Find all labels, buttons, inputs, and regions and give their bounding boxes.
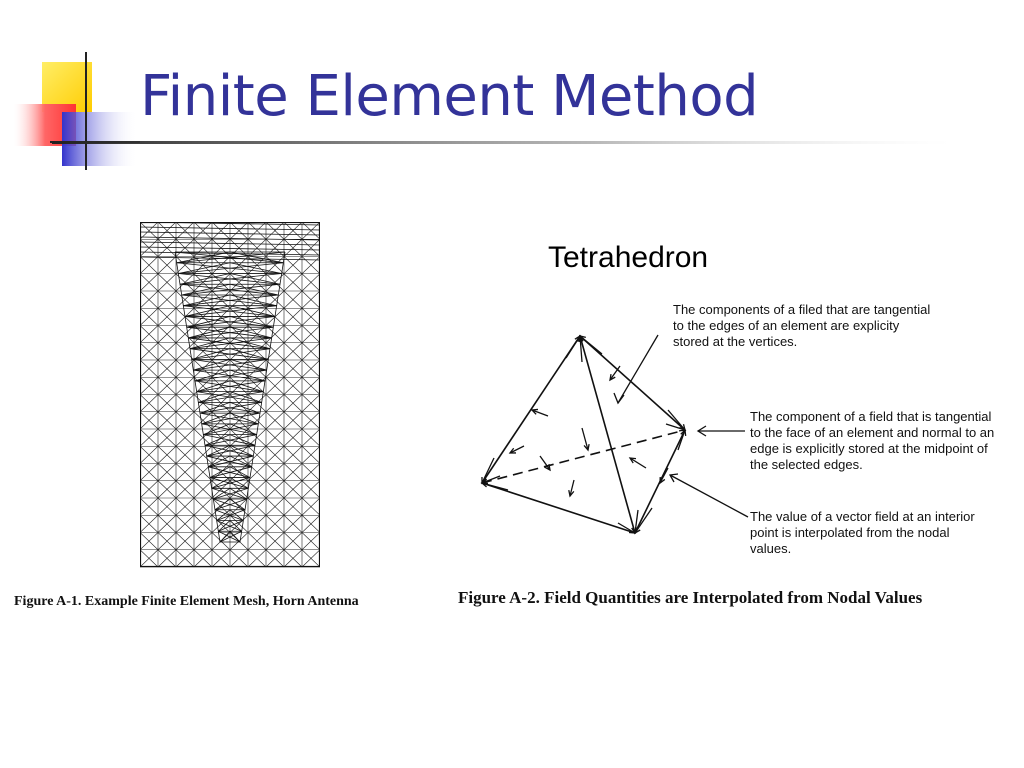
- figure-a1-caption: Figure A-1. Example Finite Element Mesh, Horn Antenna: [14, 594, 359, 609]
- slide-title: Finite Element Method: [140, 64, 759, 129]
- figure-a2-caption: Figure A-2. Field Quantities are Interpolated from Nodal Values: [458, 588, 923, 607]
- note-interior-interpolation: The value of a vector field at an interior point is interpolated from the nodal values.: [750, 509, 975, 556]
- horn-antenna-mesh-image: [140, 222, 320, 572]
- title-underline: [52, 140, 952, 146]
- annotation-leader-lines: [600, 325, 760, 535]
- tetrahedron-heading: Tetrahedron: [548, 241, 709, 274]
- slide-logo-squares: [0, 0, 140, 175]
- note-edge-midpoint-components: The component of a field that is tangential to the face of an element and normal to an edge is explicitly stored at the midpoint of the selected edges.: [750, 409, 995, 472]
- note-vertex-components: The components of a filed that are tangential to the edges of an element are explicity stored at the vertices.: [673, 302, 931, 349]
